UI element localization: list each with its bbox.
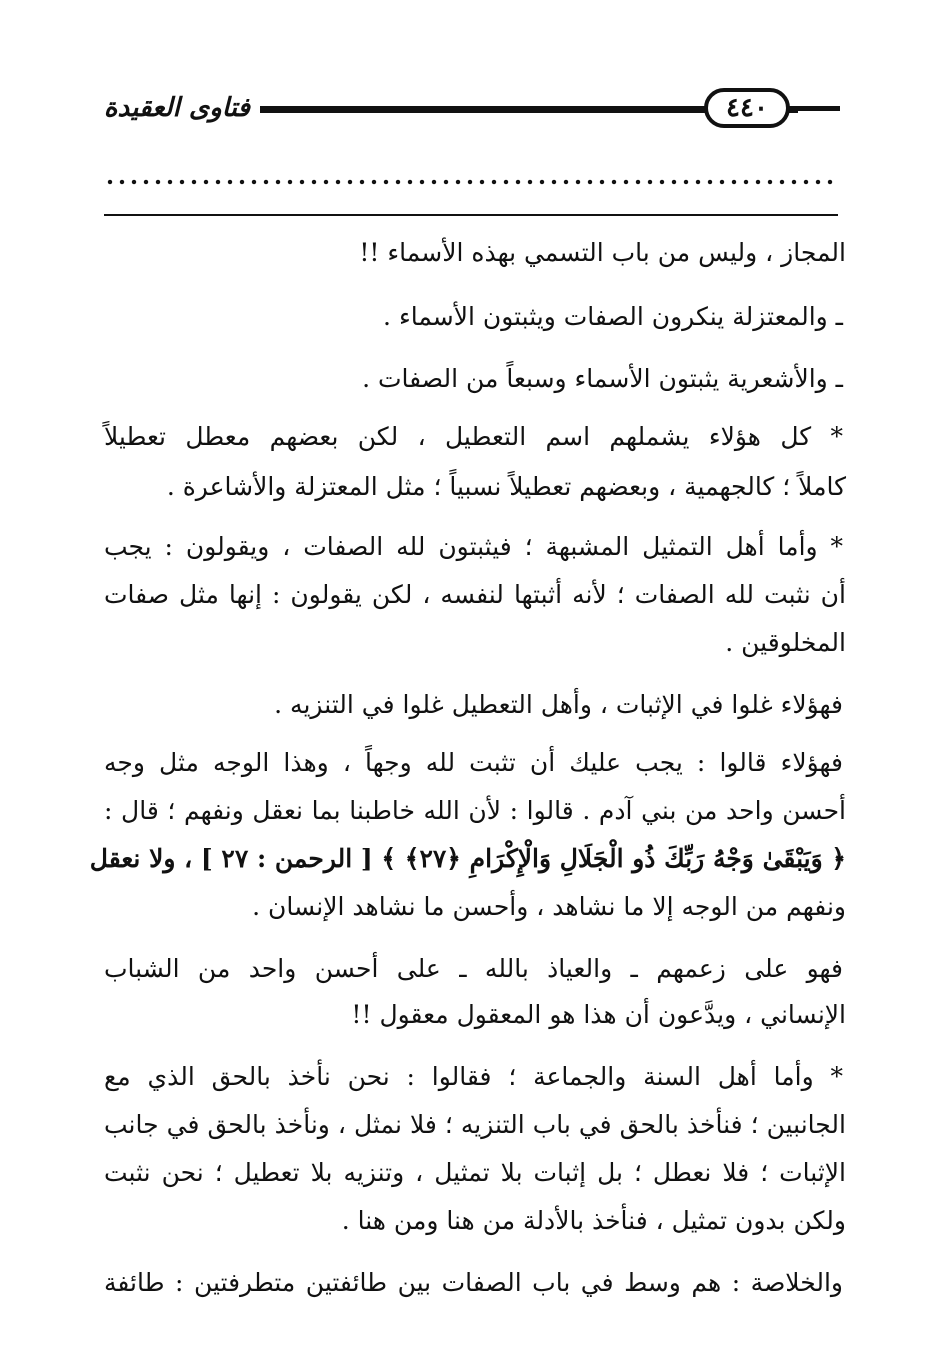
- page-header: [100, 84, 840, 134]
- text-line: الإنساني ، ويدَّعون أن هذا هو المعقول معقول !!: [351, 1000, 846, 1029]
- header-rule-end: [798, 106, 840, 111]
- text-line: فهؤلاء قالوا : يجب عليك أن تثبت لله وجهاً ، وهذا الوجه مثل وجه: [104, 748, 843, 777]
- page-number: ٤٤٠: [704, 88, 790, 128]
- text-line: فهو على زعمهم ـ والعياذ بالله ـ على أحسن واحد من الشباب: [104, 954, 843, 983]
- dotted-separator: [104, 176, 838, 188]
- text-line: ـ والأشعرية يثبتون الأسماء وسبعاً من الصفات .: [362, 364, 843, 393]
- quran-verse-line: ﴿ وَيَبْقَىٰ وَجْهُ رَبِّكَ ذُو الْجَلَالِ وَالْإِكْرَامِ ﴿٢٧﴾ ﴾ [ الرحمن : ٢٧ ] ، ولا نعقل: [89, 844, 846, 873]
- text-line: والخلاصة : هم وسط في باب الصفات بين طائفتين متطرفتين : طائفة: [104, 1268, 843, 1297]
- text-line: الإثبات ؛ فلا نعطل ؛ بل إثبات بلا تمثيل ، وتنزيه بلا تعطيل ؛ نحن نثبت: [104, 1158, 846, 1187]
- text-line: فهؤلاء غلوا في الإثبات ، وأهل التعطيل غلوا في التنزيه .: [274, 690, 843, 719]
- text-line: * كل هؤلاء يشملهم اسم التعطيل ، لكن بعضهم معطل تعطيلاً: [104, 422, 843, 451]
- text-line: المجاز ، وليس من باب التسمي بهذه الأسماء !!: [359, 238, 846, 267]
- book-title: فتاوى العقيدة: [103, 93, 250, 123]
- text-line: ولكن بدون تمثيل ، فنأخذ بالأدلة من هنا ومن هنا .: [341, 1206, 846, 1235]
- text-line: ـ والمعتزلة ينكرون الصفات ويثبتون الأسماء .: [383, 302, 843, 331]
- text-line: أحسن واحد من بني آدم . قالوا : لأن الله خاطبنا بما نعقل ونفهم ؛ قال :: [104, 796, 846, 825]
- text-line: أن نثبت لله الصفات ؛ لأنه أثبتها لنفسه ، لكن يقولون : إنها مثل صفات: [104, 580, 846, 609]
- text-line: * وأما أهل التمثيل المشبهة ؛ فيثبتون لله الصفات ، ويقولون : يجب: [104, 532, 843, 561]
- text-line: المخلوقين .: [725, 628, 846, 657]
- text-line: كاملاً ؛ كالجهمية ، وبعضهم تعطيلاً نسبياً ؛ مثل المعتزلة والأشاعرة .: [166, 472, 846, 501]
- text-line: * وأما أهل السنة والجماعة ؛ فقالوا : نحن نأخذ بالحق الذي مع: [104, 1062, 843, 1091]
- text-line: الجانبين ؛ فنأخذ بالحق في باب التنزيه ؛ فلا نمثل ، ونأخذ بالحق في جانب: [104, 1110, 846, 1139]
- text-line: ونفهم من الوجه إلا ما نشاهد ، وأحسن ما نشاهد الإنسان .: [252, 892, 846, 921]
- header-divider: [104, 214, 838, 216]
